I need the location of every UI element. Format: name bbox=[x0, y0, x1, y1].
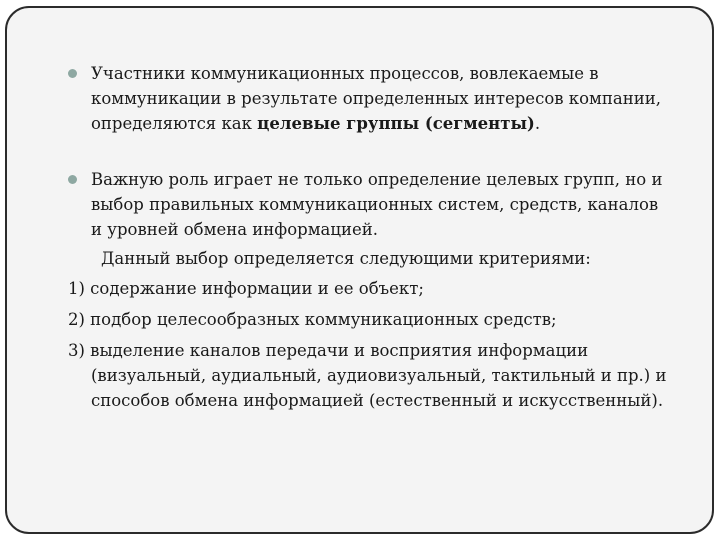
text-span: . bbox=[534, 114, 541, 133]
text-line bbox=[91, 111, 704, 136]
text-line: (визуальный, аудиальный, аудиовизуальный, тактильный и пр.) и bbox=[91, 366, 667, 385]
text-line: Участники коммуникационных процессов, вовлекаемые в bbox=[91, 64, 599, 83]
text-line: 3) выделение каналов передачи и восприятия информации bbox=[68, 341, 589, 360]
bullet-dot-icon bbox=[68, 175, 77, 184]
text-line: коммуникации в результате определенных интересов компании, bbox=[91, 89, 661, 108]
text-line: способов обмена информацией (естественный и искусственный). bbox=[91, 391, 664, 410]
criteria-item-3 bbox=[68, 338, 708, 413]
criteria-item-1 bbox=[68, 276, 708, 301]
bullet-dot-icon bbox=[68, 69, 77, 78]
criteria-intro: Данный выбор определяется следующими критериями: bbox=[101, 249, 591, 268]
bold-term-target-groups: целевые группы (сегменты) bbox=[257, 114, 535, 133]
text-line: выбор правильных коммуникационных систем, средств, каналов bbox=[91, 195, 659, 214]
text-line: 2) подбор целесообразных коммуникационных средств; bbox=[68, 310, 557, 329]
bullet-paragraph-channel-choice bbox=[68, 167, 704, 242]
text-line: и уровней обмена информацией. bbox=[91, 220, 378, 239]
criteria-item-2 bbox=[68, 307, 708, 332]
text-span: определяются как bbox=[91, 114, 258, 133]
bullet-paragraph-target-groups bbox=[68, 61, 704, 136]
text-line: Важную роль играет не только определение целевых групп, но и bbox=[91, 170, 663, 189]
text-line: 1) содержание информации и ее объект; bbox=[68, 279, 424, 298]
